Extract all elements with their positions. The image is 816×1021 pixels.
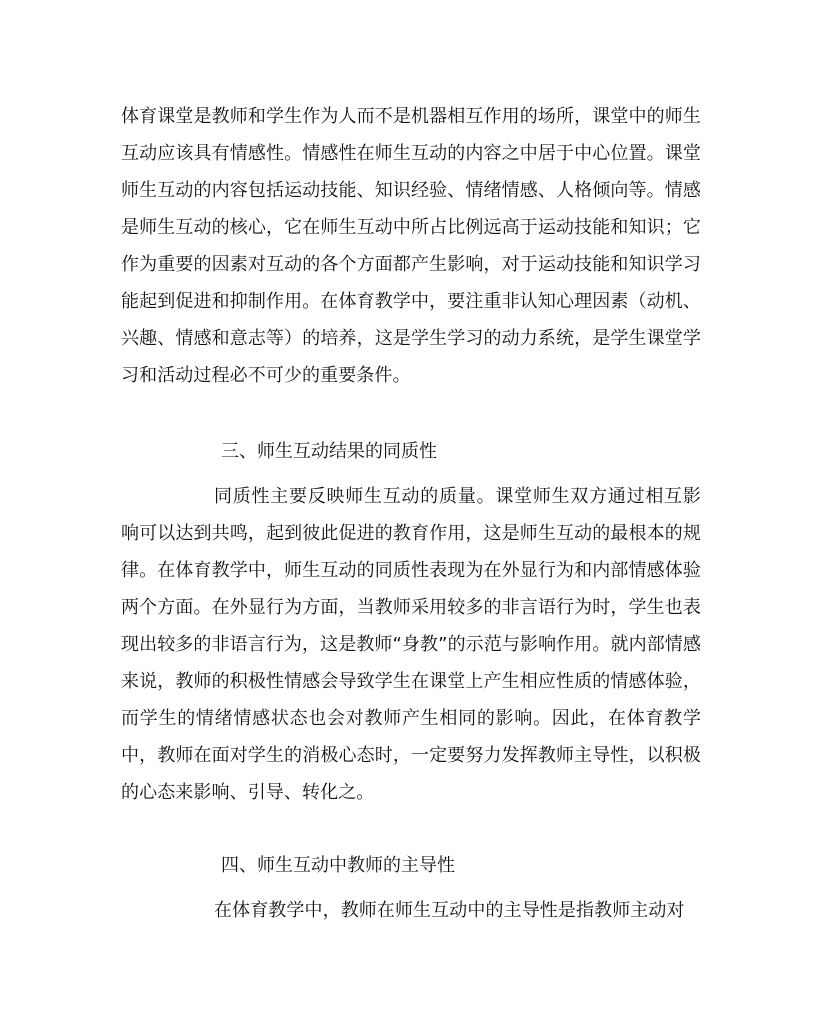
paragraph-teacher-leading-role: 在体育教学中，教师在师生互动中的主导性是指教师主动对 <box>214 900 685 921</box>
paragraph-homogeneity: 同质性主要反映师生互动的质量。课堂师生双方通过相互影响可以达到共鸣，起到彼此促进的教育作用，这是师生互动的最根本的规律。在体育教学中，师生互动的同质性表现为在外显行为和内部情感体验两个方面。在外显行为方面，当教师采用较多的非言语行为时，学生也表现出较多的非语言行为，这是教师“身教”的示范与影响作用。就内部情感来说，教师的积极性情感会导致学生在课堂上产生相应性质的情感体验，而学生的情绪情感状态也会对教师产生相同的影响。因此，在体育教学中，教师在面对学生的消极心态时，一定要努力发挥教师主导性，以积极的心态来影响、引导、转化之。 <box>121 486 701 803</box>
section-heading-homogeneity: 三、师生互动结果的同质性 <box>221 441 437 462</box>
paragraph-emotional-interaction: 体育课堂是教师和学生作为人而不是机器相互作用的场所，课堂中的师生互动应该具有情感性。情感性在师生互动的内容之中居于中心位置。课堂师生互动的内容包括运动技能、知识经验、情绪情感、人格倾向等。情感是师生互动的核心，它在师生互动中所占比例远高于运动技能和知识；它作为重要的因素对互动的各个方面都产生影响，对于运动技能和知识学习能起到促进和抑制作用。在体育教学中，要注重非认知心理因素（动机、兴趣、情感和意志等）的培养，这是学生学习的动力系统，是学生课堂学习和活动过程必不可少的重要条件。 <box>121 106 701 386</box>
section-heading-teacher-leading-role: 四、师生互动中教师的主导性 <box>221 855 455 876</box>
